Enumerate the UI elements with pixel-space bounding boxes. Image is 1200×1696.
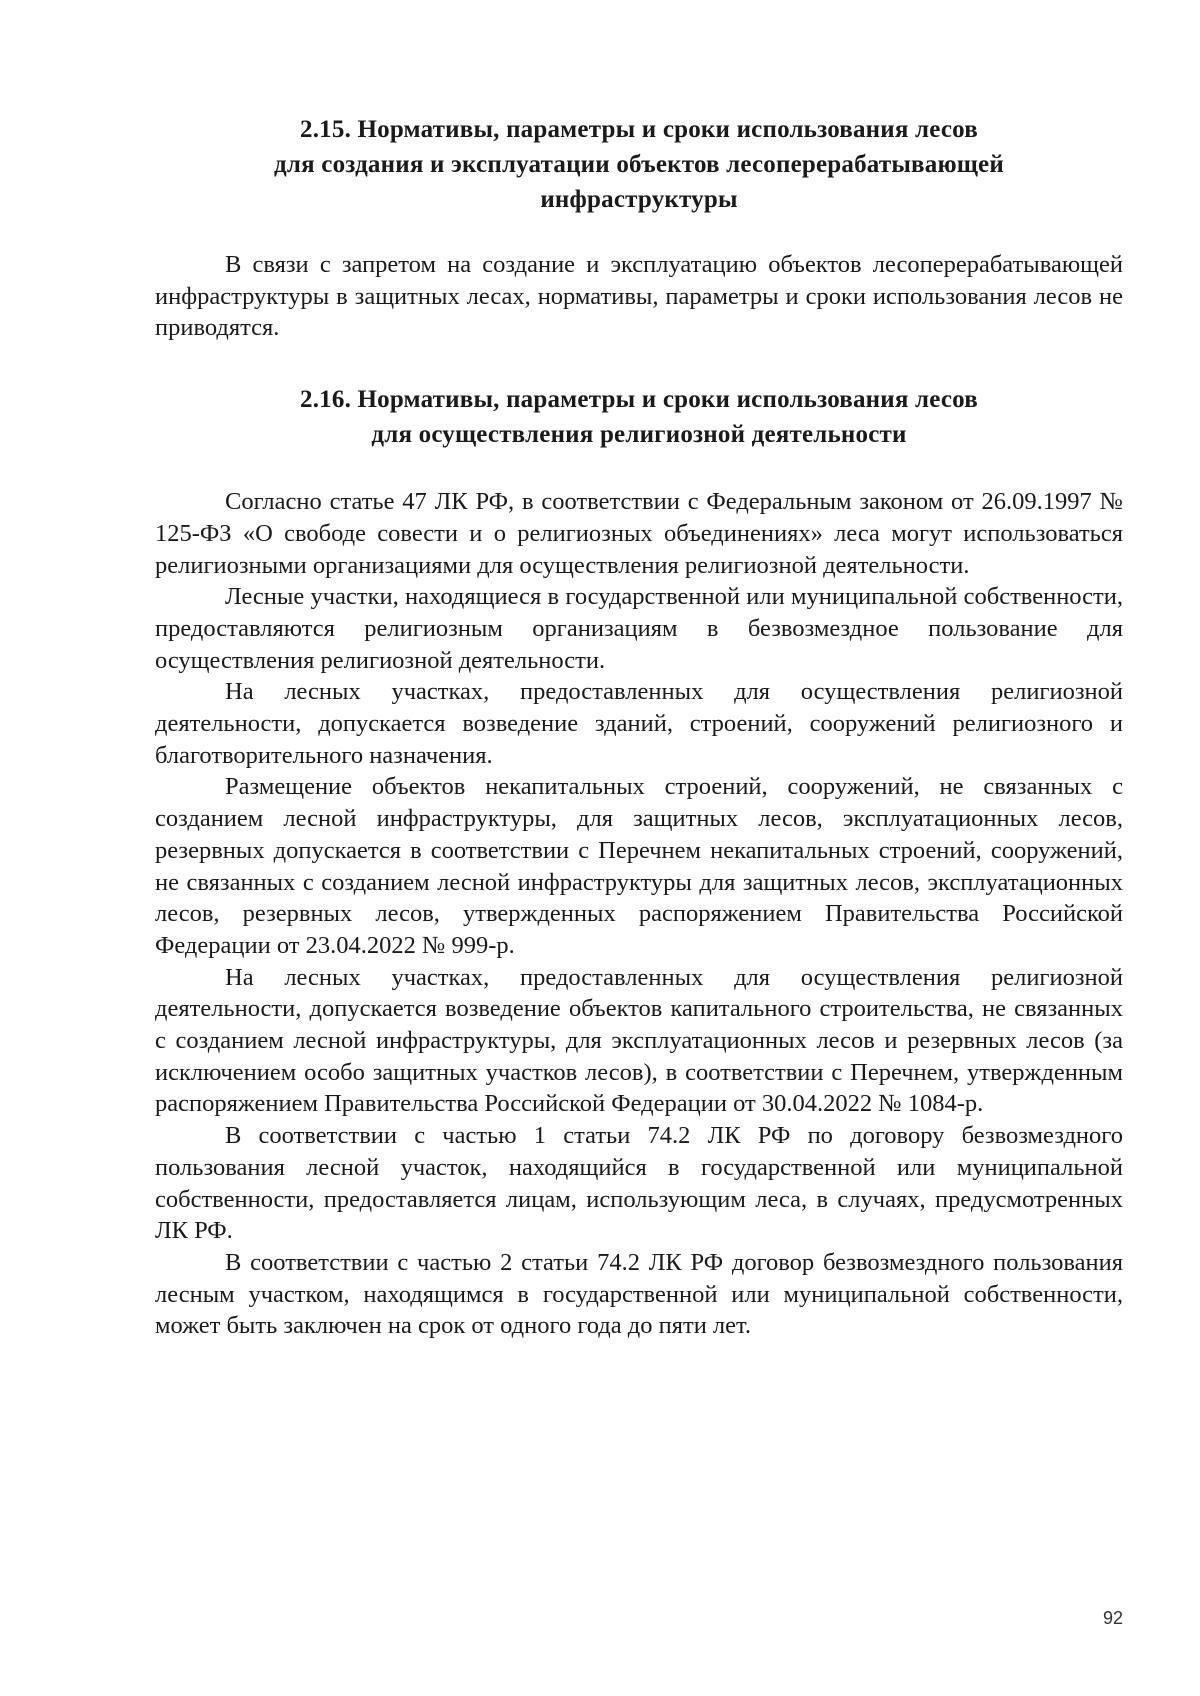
heading-line: 2.16. Нормативы, параметры и сроки использования лесов bbox=[300, 386, 978, 414]
paragraph: Согласно статье 47 ЛК РФ, в соответствии с Федеральным законом от 26.09.1997 № 125-ФЗ «О свободе совести и о религиозных объединениях» леса могут использоваться религиозными организациями для осуществления религиозной деятельности. bbox=[155, 488, 1123, 579]
section-heading-2-16 bbox=[155, 382, 1123, 452]
document-page bbox=[155, 112, 1123, 1342]
paragraph: В соответствии с частью 2 статьи 74.2 ЛК РФ договор безвозмездного пользования лесным участком, находящимся в государственной или муниципальной собственности, может быть заключен на срок от одного года до пяти лет. bbox=[155, 1248, 1123, 1340]
heading-line: для создания и эксплуатации объектов лесоперерабатывающей bbox=[274, 151, 1004, 178]
paragraph: На лесных участках, предоставленных для осуществления религиозной деятельности, допускается возведение объектов капитального строительства, не связанных с созданием лесной инфраструктуры, для эксплуатационных лесов и резервных лесов (за исключением особо защитных участков лесов), в соответствии с Перечнем, утвержденным распоряжением Правительства Российской Федерации от 30.04.2022 № 1084-р. bbox=[155, 963, 1123, 1118]
paragraph: Размещение объектов некапитальных строений, сооружений, не связанных с созданием лесной инфраструктуры, для защитных лесов, эксплуатационных лесов, резервных допускается в соответствии с Перечнем некапитальных строений, сооружений, не связанных с созданием лесной инфраструктуры для защитных лесов, эксплуатационных лесов, резервных лесов, утвержденных распоряжением Правительства Российской Федерации от 23.04.2022 № 999-р. bbox=[155, 773, 1123, 959]
heading-line: инфраструктуры bbox=[540, 186, 738, 213]
heading-line: 2.15. Нормативы, параметры и сроки использования лесов bbox=[300, 116, 978, 143]
paragraph: В связи с запретом на создание и эксплуатацию объектов лесоперерабатывающей инфраструктуры в защитных лесах, нормативы, параметры и сроки использования лесов не приводятся. bbox=[155, 251, 1123, 342]
section-heading-2-15 bbox=[155, 112, 1123, 217]
page-number: 92 bbox=[1102, 1608, 1123, 1628]
heading-line: для осуществления религиозной деятельности bbox=[371, 421, 907, 449]
paragraph: Лесные участки, находящиеся в государственной или муниципальной собственности, предоставляются религиозным организациям в безвозмездное пользование для осуществления религиозной деятельности. bbox=[155, 583, 1123, 674]
paragraph: На лесных участках, предоставленных для осуществления религиозной деятельности, допускается возведение зданий, строений, сооружений религиозного и благотворительного назначения. bbox=[155, 678, 1123, 769]
paragraph: В соответствии с частью 1 статьи 74.2 ЛК РФ по договору безвозмездного пользования лесной участок, находящийся в государственной или муниципальной собственности, предоставляется лицам, использующим леса, в случаях, предусмотренных ЛК РФ. bbox=[155, 1122, 1123, 1245]
